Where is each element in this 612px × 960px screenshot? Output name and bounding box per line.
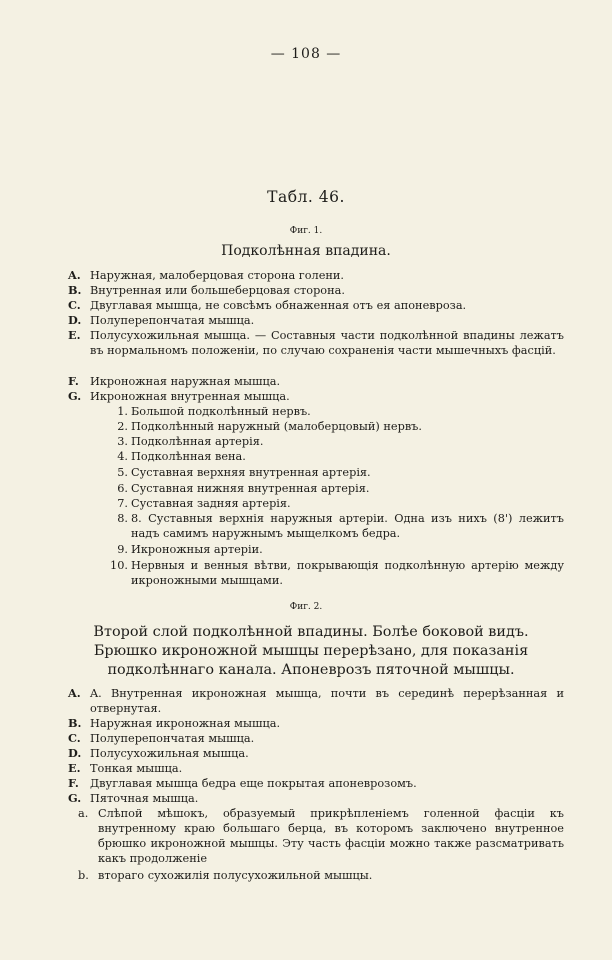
fig1-numbered-item <box>110 449 564 464</box>
fig1-item-c <box>68 298 564 313</box>
item-text: Подколѣнная артерiя. <box>131 435 264 448</box>
item-text: Полусухожильная мышца. <box>90 747 249 760</box>
item-text: Полуперепончатая мышца. <box>90 732 255 745</box>
item-key: C. <box>68 298 81 312</box>
item-key: a. <box>78 807 89 820</box>
item-text: Большой подколѣнный нервъ. <box>131 405 311 418</box>
fig1-item-b <box>68 283 564 298</box>
fig2-item-e <box>68 761 564 776</box>
item-text: Суставная верхняя внутренная артерiя. <box>131 466 371 479</box>
item-number: 3. <box>117 435 128 448</box>
item-key: E. <box>68 328 81 342</box>
item-text: Икроножная внутренная мышца. <box>90 390 290 403</box>
item-text: Подколѣнный наружный (малоберцовый) нервъ. <box>131 420 422 433</box>
fig2-item-c <box>68 731 564 746</box>
fig1-numbered-item <box>110 434 564 449</box>
fig2-subitem-b <box>78 868 564 883</box>
fig1-item-a <box>68 268 564 283</box>
fig1-numbered-item <box>110 496 564 511</box>
item-text: Подколѣнная вена. <box>131 450 246 463</box>
item-text: Двуглавая мышца бедра еще покрытая апоневрозомъ. <box>90 777 417 790</box>
item-key: F. <box>68 374 79 388</box>
item-number: 2. <box>117 420 128 433</box>
fig2-item-g <box>68 791 564 806</box>
fig1-numbered-item <box>110 511 564 541</box>
item-number: 9. <box>117 543 128 556</box>
item-number: 7. <box>117 497 128 510</box>
item-key: C. <box>68 731 81 745</box>
fig1-item-f <box>68 374 564 389</box>
fig1-numbered-item <box>110 419 564 434</box>
item-key: A. <box>68 268 81 282</box>
item-number: 1. <box>117 405 128 418</box>
figure-2-label: Фиг. 2. <box>289 602 323 612</box>
fig1-numbered-item <box>110 404 564 419</box>
item-text: Наружная, малоберцовая сторона голени. <box>90 269 345 282</box>
item-text: Нервныя и венныя вѣтви, покрывающiя подколѣнную артерiю между икроножными мышцами. <box>131 559 564 587</box>
item-text: Внутренная или большеберцовая сторона. <box>90 284 345 297</box>
item-text: Суставная нижняя внутренная артерiя. <box>131 482 370 495</box>
item-key: E. <box>68 761 81 775</box>
fig2-item-a <box>68 686 564 716</box>
fig2-item-f <box>68 776 564 791</box>
fig1-numbered-item <box>110 481 564 496</box>
item-number: 8. <box>117 512 128 525</box>
item-text: Полусухожильная мышца. — Составныя части подколѣнной впадины лежатъ въ нормальномъ положенiи, по случаю сохраненiя части мышечныхъ фасцiй. <box>90 329 564 357</box>
table-title: Табл. 46. <box>267 188 345 206</box>
item-key: F. <box>68 776 79 790</box>
item-number: 5. <box>117 466 128 479</box>
item-key: G. <box>68 791 82 805</box>
item-key: D. <box>68 313 82 327</box>
item-number: 10. <box>110 559 128 572</box>
item-text: Суставная задняя артерiя. <box>131 497 291 510</box>
fig2-item-b <box>68 716 564 731</box>
item-text: Наружная икроножная мышца. <box>90 717 281 730</box>
fig2-item-d <box>68 746 564 761</box>
fig1-item-d <box>68 313 564 328</box>
item-text: 8. Суставныя верхнiя наружныя артерiи. Одна изъ нихъ (8') лежитъ надъ самимъ наружнымъ мыщелкомъ бедра. <box>131 512 564 540</box>
figure-2-title: Второй слой подколѣнной впадины. Болѣе боковой видъ. Брюшко икроножной мышцы перерѣзано, для показанiя подколѣннаго канала. Апоневрозъ пяточной мышцы. <box>93 624 529 678</box>
item-key: A. <box>68 686 81 700</box>
fig2-subitem-a <box>78 806 564 866</box>
figure-1-title: Подколѣнная впадина. <box>221 243 391 259</box>
item-number: 6. <box>117 482 128 495</box>
item-text: Икроножная наружная мышца. <box>90 375 281 388</box>
figure-1-label: Фиг. 1. <box>289 226 323 236</box>
page-number: — 108 — <box>270 46 342 62</box>
item-text: втораго сухожилiя полусухожильной мышцы. <box>98 869 373 882</box>
item-key: b. <box>78 869 89 882</box>
item-text: Полуперепончатая мышца. <box>90 314 255 327</box>
item-key: D. <box>68 746 82 760</box>
item-number: 4. <box>117 450 128 463</box>
item-text: Двуглавая мышца, не совсѣмъ обнаженная отъ ея апоневроза. <box>90 299 467 312</box>
fig1-numbered-item <box>110 542 564 557</box>
item-text: A. Внутренная икроножная мышца, почти въ серединѣ перерѣзанная и отвернутая. <box>90 687 564 715</box>
item-text: Слѣпой мѣшокъ, образуемый прикрѣпленiемъ голенной фасцiи къ внутренному краю большаго берца, въ которомъ заключено внутренное брюшко икроножной мышцы. Эту часть фасцiи можно также разсматривать какъ продолженiе <box>98 807 564 865</box>
fig1-item-e <box>68 328 564 358</box>
item-text: Тонкая мышца. <box>90 762 183 775</box>
item-text: Пяточная мышца. <box>90 792 199 805</box>
item-key: G. <box>68 389 82 403</box>
item-key: B. <box>68 283 82 297</box>
item-key: B. <box>68 716 82 730</box>
fig1-item-g <box>68 389 564 404</box>
fig1-numbered-item <box>110 465 564 480</box>
item-text: Икроножныя артерiи. <box>131 543 263 556</box>
fig1-numbered-item <box>110 558 564 588</box>
